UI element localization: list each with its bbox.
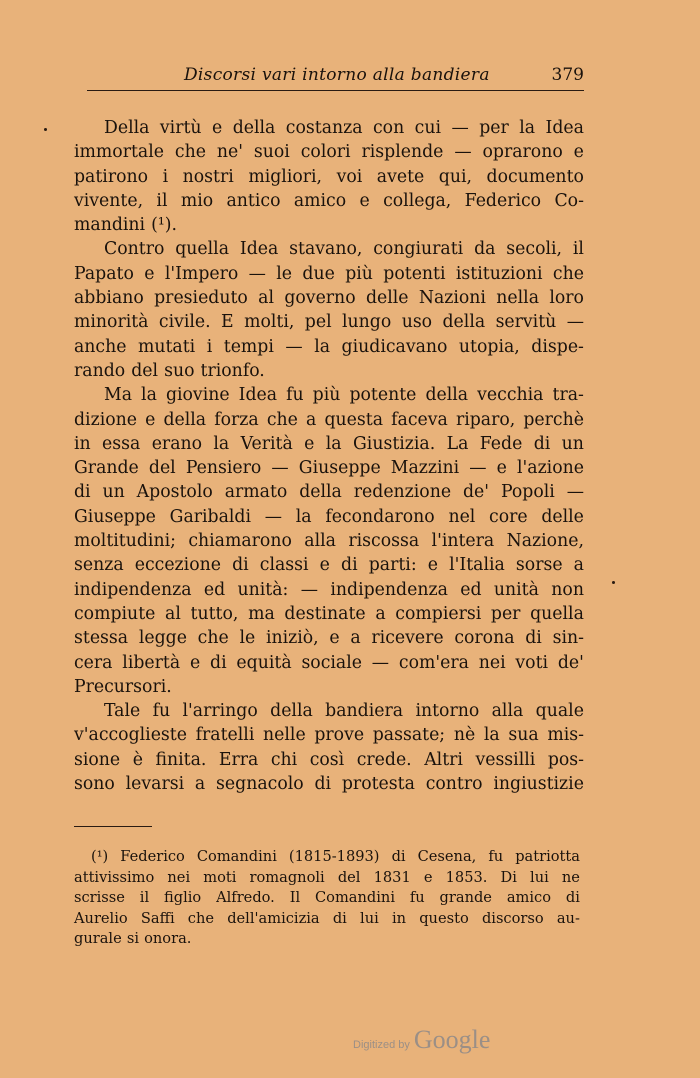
text-line: Contro quella Idea stavano, congiurati da secoli, il xyxy=(104,239,584,260)
text-line: v'accoglieste fratelli nelle prove passate; nè la sua mis- xyxy=(74,725,584,746)
print-speck xyxy=(612,581,615,584)
running-header xyxy=(74,60,584,88)
text-line: Tale fu l'arringo della bandiera intorno alla quale xyxy=(104,701,584,722)
text-line: patirono i nostri migliori, voi avete qui, documento xyxy=(74,166,584,187)
text-line: di un Apostolo armato della redenzione de' Popoli — xyxy=(74,482,584,503)
text-line: rando del suo trionfo. xyxy=(74,360,265,381)
footnote-line: attivissimo nei moti romagnoli del 1831 e 1853. Di lui ne xyxy=(74,868,580,886)
text-line: moltitudini; chiamarono alla riscossa l'intera Nazione, xyxy=(74,531,584,552)
print-speck xyxy=(44,128,47,131)
text-line: sione è finita. Erra chi così crede. Altri vessilli pos- xyxy=(74,749,584,770)
text-line: indipendenza ed unità: — indipendenza ed unità non xyxy=(74,579,584,600)
text-line: Papato e l'Impero — le due più potenti istituzioni che xyxy=(74,263,584,284)
text-line: immortale che ne' suoi colori risplende — oprarono e xyxy=(74,142,584,163)
text-line: Grande del Pensiero — Giuseppe Mazzini — e l'azione xyxy=(74,458,584,479)
text-line: cera libertà e di equità sociale — com'era nei voti de' xyxy=(74,652,584,673)
text-line: sono levarsi a segnacolo di protesta contro ingiustizie xyxy=(74,774,584,795)
text-line: Ma la giovine Idea fu più potente della vecchia tra- xyxy=(104,385,584,406)
footnote-line: Aurelio Saffi che dell'amicizia di lui in questo discorso au- xyxy=(74,909,580,927)
text-line: anche mutati i tempi — la giudicavano utopia, dispe- xyxy=(74,336,584,357)
digitized-watermark xyxy=(353,1025,490,1055)
text-line: Della virtù e della costanza con cui — per la Idea xyxy=(104,118,584,138)
text-line: senza eccezione di classi e di parti: e l'Italia sorse a xyxy=(74,555,584,576)
text-line: compiute al tutto, ma destinate a compiersi per quella xyxy=(74,603,584,624)
running-title: Discorsi vari intorno alla bandiera xyxy=(184,65,490,85)
text-line: mandini (¹). xyxy=(74,215,178,236)
footnote-line: (¹) Federico Comandini (1815-1893) di Cesena, fu patriotta xyxy=(91,848,580,865)
text-line: dizione e della forza che a questa faceva riparo, perchè xyxy=(74,409,584,430)
google-logo: Google xyxy=(413,1025,491,1054)
footnote-line: scrisse il figlio Alfredo. Il Comandini fu grande amico di xyxy=(74,889,580,906)
text-line: minorità civile. E molti, pel lungo uso della servitù — xyxy=(74,312,584,333)
text-line: Giuseppe Garibaldi — la fecondarono nel core delle xyxy=(74,506,584,527)
text-line: abbiano presieduto al governo delle Nazioni nella loro xyxy=(74,288,584,309)
footnote-rule xyxy=(74,826,152,827)
watermark-prefix: Digitized by xyxy=(353,1039,410,1051)
footnote-line: gurale si onora. xyxy=(74,930,192,947)
page-number: 379 xyxy=(551,65,584,85)
footnotes xyxy=(74,847,580,950)
text-line: vivente, il mio antico amico e collega, Federico Co- xyxy=(74,190,584,211)
header-rule xyxy=(87,90,584,91)
text-line: in essa erano la Verità e la Giustizia. La Fede di un xyxy=(74,433,584,454)
text-line: Precursori. xyxy=(74,676,172,697)
body-text xyxy=(74,116,584,796)
text-line: stessa legge che le iniziò, e a ricevere corona di sin- xyxy=(74,628,584,649)
